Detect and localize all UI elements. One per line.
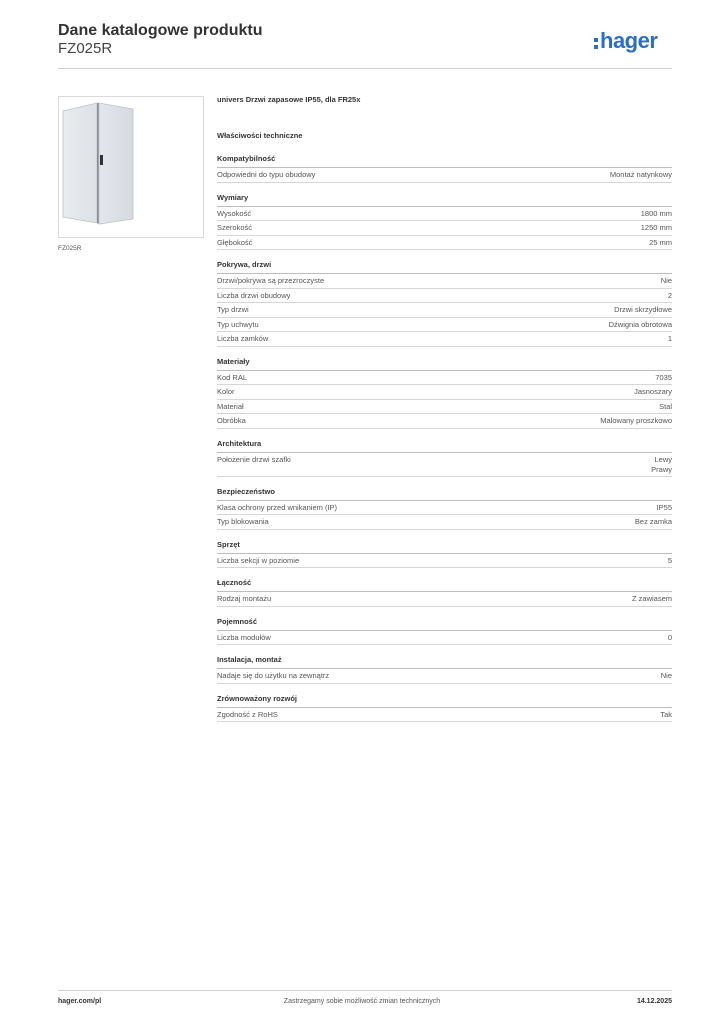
footer-website: hager.com/pl [58, 998, 102, 1005]
spec-value [614, 305, 672, 317]
spec-group [217, 540, 672, 569]
spec-row [217, 400, 672, 415]
spec-row [217, 453, 672, 477]
hager-logo [594, 26, 674, 56]
spec-value-line: Tak [660, 709, 672, 719]
spec-value [634, 387, 672, 399]
spec-value [609, 320, 672, 332]
spec-label: Głębokość [217, 237, 253, 247]
image-caption: FZ025R [58, 245, 82, 252]
spec-row [217, 236, 672, 251]
spec-label: Rodzaj montażu [217, 594, 272, 603]
spec-row [217, 414, 672, 429]
logo-text: hager [600, 28, 658, 53]
spec-row [217, 385, 672, 400]
spec-group-title: Pojemność [217, 617, 672, 631]
spec-row [217, 332, 672, 347]
spec-value-line: 1 [667, 334, 672, 343]
spec-row [217, 303, 672, 318]
spec-value-line: IP55 [656, 502, 672, 512]
spec-value [659, 402, 672, 414]
spec-value-line: 2 [667, 290, 672, 300]
spec-label: Typ uchwytu [217, 319, 259, 329]
spec-row [217, 221, 672, 236]
logo-dots-icon [594, 38, 598, 49]
spec-row [217, 501, 672, 516]
spec-group [217, 655, 672, 684]
spec-value [668, 633, 672, 645]
spec-value-line: 5 [667, 555, 672, 565]
spec-value-line: Prawy [651, 465, 672, 474]
footer-notice: Zastrzegamy sobie możliwość zmian technicznych [283, 998, 441, 1005]
spec-label: Odpowiedni do typu obudowy [217, 170, 316, 179]
spec-row [217, 708, 672, 723]
footer-date: 14.12.2025 [636, 998, 672, 1005]
spec-value-line: Z zawiasem [631, 594, 672, 603]
spec-group [217, 439, 672, 477]
spec-label: Położenie drzwi szafki [217, 454, 291, 464]
spec-value [641, 209, 672, 221]
spec-group [217, 357, 672, 429]
spec-value-line: 25 mm [649, 237, 672, 247]
spec-group [217, 193, 672, 251]
spec-group-title: Zrównoważony rozwój [217, 694, 672, 708]
spec-row [217, 371, 672, 386]
spec-group [217, 694, 672, 723]
spec-label: Typ blokowania [217, 517, 269, 526]
spec-row [217, 207, 672, 222]
spec-label: Klasa ochrony przed wnikaniem (IP) [217, 502, 338, 512]
spec-row [217, 631, 672, 646]
spec-group-title: Architektura [217, 439, 672, 453]
spec-value-line: Bez zamka [634, 517, 672, 526]
spec-label: Wysokość [217, 208, 252, 218]
spec-value [668, 556, 672, 568]
spec-group-title: Wymiary [217, 193, 672, 207]
spec-group-title: Sprzęt [217, 540, 672, 554]
spec-value [668, 291, 672, 303]
spec-label: Nadaje się do użytku na zewnątrz [217, 671, 330, 680]
spec-label: Drzwi/pokrywa są przezroczyste [217, 276, 325, 285]
spec-value [661, 671, 672, 683]
spec-group-title: Łączność [217, 578, 672, 592]
spec-label: Liczba sekcji w poziomie [217, 555, 300, 565]
spec-label: Materiał [217, 401, 244, 411]
spec-row [217, 592, 672, 607]
spec-group-title: Pokrywa, drzwi [217, 260, 672, 274]
spec-label: Kod RAL [217, 372, 248, 382]
spec-group-title: Kompatybilność [217, 154, 672, 168]
spec-value [668, 334, 672, 346]
spec-value-line: Montaż natynkowy [609, 170, 672, 179]
spec-value-line: 1250 mm [640, 223, 672, 232]
document-title: Dane katalogowe produktu [58, 22, 263, 39]
cabinet-doors-icon [59, 97, 203, 237]
spec-value [635, 517, 672, 529]
spec-row [217, 554, 672, 569]
spec-group-title: Bezpieczeństwo [217, 487, 672, 501]
spec-value [657, 503, 672, 515]
spec-value [610, 170, 672, 182]
spec-value-line: 7035 [655, 372, 672, 382]
spec-label: Kolor [217, 387, 235, 396]
product-code: FZ025R [58, 40, 113, 57]
spec-value [649, 238, 672, 250]
section-title: Właściwości techniczne [217, 131, 303, 140]
spec-label: Szerokość [217, 223, 253, 232]
product-description: univers Drzwi zapasowe IP55, dla FR25x [217, 95, 361, 104]
spec-label: Liczba modułów [217, 632, 271, 642]
spec-value [660, 710, 672, 722]
spec-group-title: Materiały [217, 357, 672, 371]
spec-value [651, 455, 672, 476]
spec-group-title: Instalacja, montaż [217, 655, 672, 669]
spec-value [600, 416, 672, 428]
spec-value-line: Lewy [654, 454, 672, 464]
spec-label: Liczba zamków [217, 334, 269, 343]
spec-label: Obróbka [217, 416, 246, 425]
spec-label: Typ drzwi [217, 305, 249, 314]
spec-row [217, 515, 672, 530]
spec-row [217, 318, 672, 333]
spec-group [217, 154, 672, 183]
spec-group [217, 578, 672, 607]
spec-value-line: 1800 mm [640, 208, 672, 218]
spec-value-line: Nie [660, 276, 672, 285]
spec-group [217, 487, 672, 530]
spec-value [641, 223, 672, 235]
spec-label: Liczba drzwi obudowy [217, 290, 291, 300]
spec-label: Zgodność z RoHS [217, 709, 278, 719]
spec-value-line: Drzwi skrzydłowe [614, 305, 672, 314]
spec-value-line: 0 [667, 632, 672, 642]
spec-value [661, 276, 672, 288]
spec-value-line: Dźwignia obrotowa [608, 319, 672, 329]
spec-row [217, 274, 672, 289]
header-divider [58, 68, 672, 69]
spec-value-line: Jasnoszary [634, 387, 672, 396]
spec-row [217, 669, 672, 684]
spec-groups [217, 154, 672, 722]
spec-value-line: Malowany proszkowo [600, 416, 672, 425]
spec-group [217, 617, 672, 646]
footer-divider [58, 990, 672, 991]
spec-value [655, 373, 672, 385]
spec-value [632, 594, 672, 606]
spec-content [217, 95, 672, 722]
product-image [58, 96, 204, 238]
spec-value-line: Nie [660, 671, 672, 680]
spec-value-line: Stal [659, 401, 672, 411]
spec-group [217, 260, 672, 347]
spec-row [217, 289, 672, 304]
spec-row [217, 168, 672, 183]
